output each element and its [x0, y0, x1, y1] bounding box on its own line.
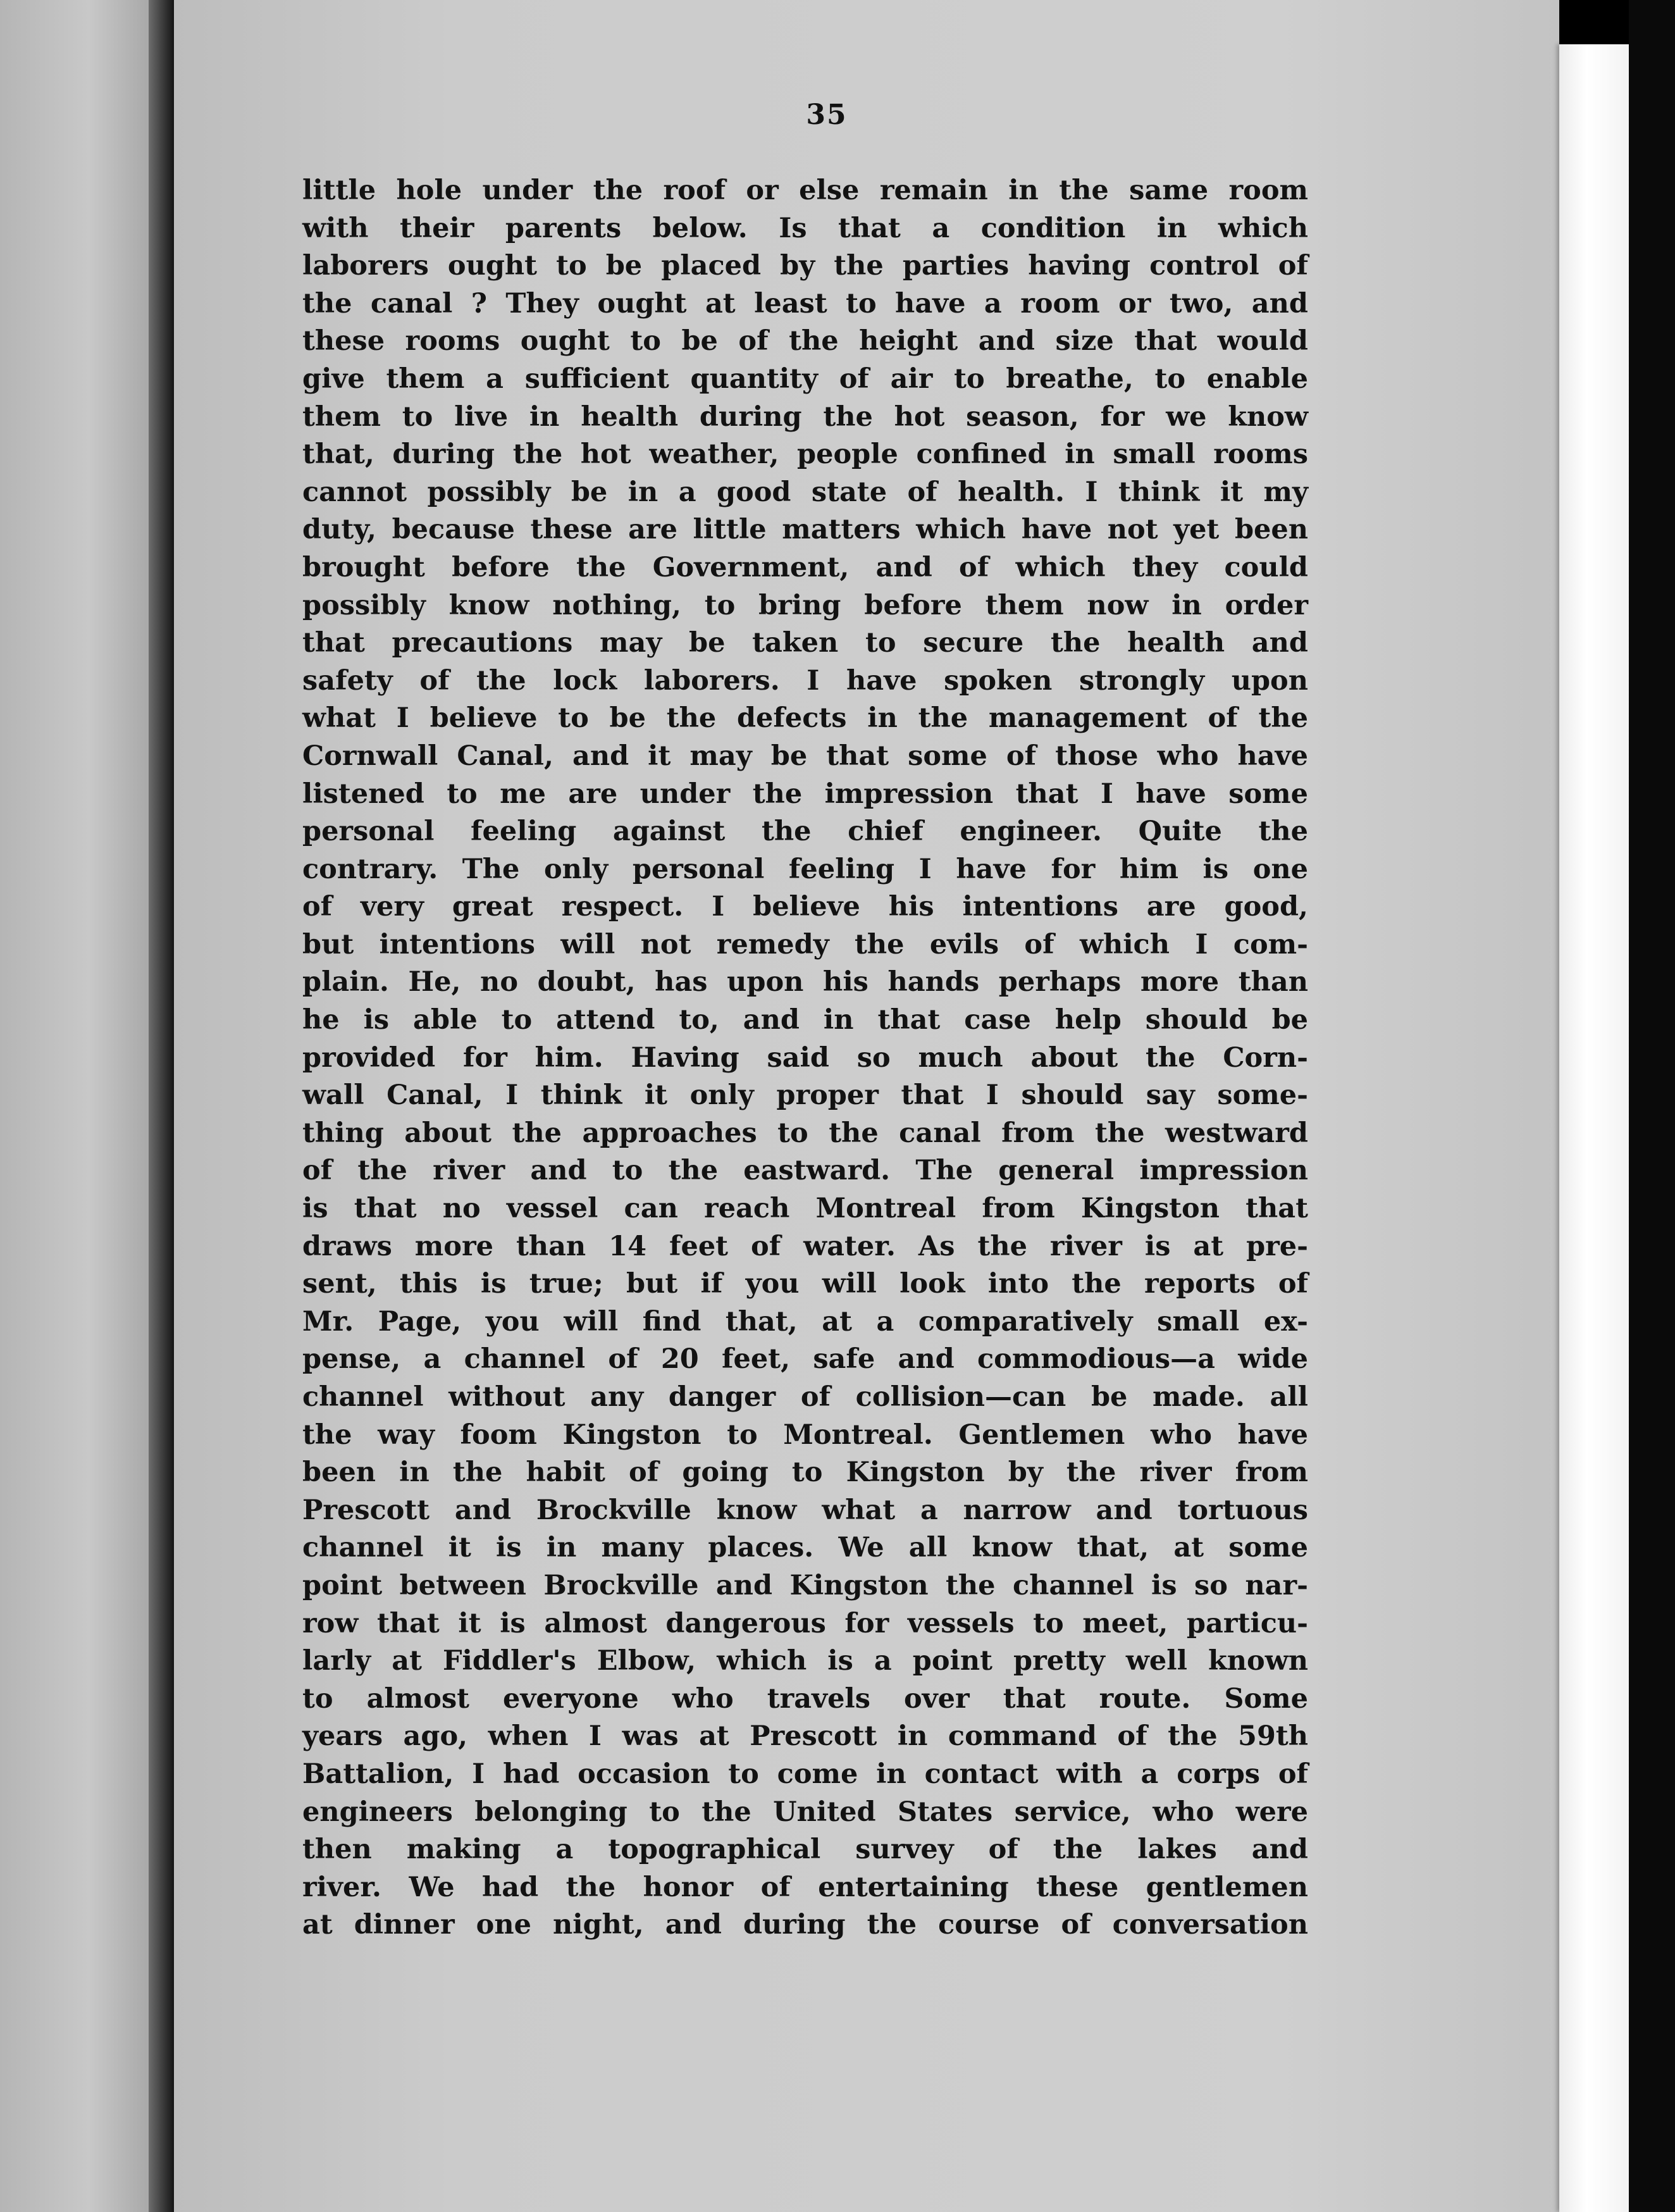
text-line: point between Brockville and Kingston the channel is so nar- — [302, 1569, 1308, 1601]
text-line: that precautions may be taken to secure the health and — [302, 627, 1308, 659]
text-line: he is able to attend to, and in that case help should be — [302, 1004, 1308, 1036]
book-gutter — [149, 0, 174, 2212]
text-line: cannot possibly be in a good state of health. I think it my — [302, 476, 1308, 508]
text-line: Prescott and Brockville know what a narrow and tortuous — [302, 1494, 1308, 1526]
text-line: little hole under the roof or else remain in the same room — [302, 175, 1308, 206]
left-page-edge — [0, 0, 149, 2212]
text-line: with their parents below. Is that a condition in which — [302, 212, 1308, 244]
text-line: of very great respect. I believe his intentions are good, — [302, 891, 1308, 923]
text-line: channel without any danger of collision—can be made. all — [302, 1381, 1308, 1413]
text-line: is that no vessel can reach Montreal from Kingston that — [302, 1193, 1308, 1225]
text-line: provided for him. Having said so much about the Corn- — [302, 1041, 1308, 1074]
text-line: Mr. Page, you will find that, at a comparatively small ex- — [302, 1305, 1308, 1338]
text-line: but intentions will not remedy the evils of which I com- — [302, 928, 1308, 960]
text-line: pense, a channel of 20 feet, safe and commodious—a wide — [302, 1343, 1308, 1376]
text-line: then making a topographical survey of the lakes and — [302, 1834, 1308, 1866]
text-line: contrary. The only personal feeling I have for him is one — [302, 853, 1308, 885]
text-line: brought before the Government, and of which they could — [302, 551, 1308, 583]
text-line: draws more than 14 feet of water. As the river is at pre- — [302, 1230, 1308, 1262]
body-text — [302, 172, 1308, 1944]
text-line: plain. He, no doubt, has upon his hands perhaps more than — [302, 966, 1308, 998]
text-line: the canal ? They ought at least to have a room or two, and — [302, 287, 1308, 320]
text-line: river. We had the honor of entertaining these gentlemen — [302, 1871, 1308, 1903]
text-line: to almost everyone who travels over that route. Some — [302, 1682, 1308, 1715]
text-line: of the river and to the eastward. The general impression — [302, 1155, 1308, 1187]
text-line: larly at Fiddler's Elbow, which is a point pretty well known — [302, 1645, 1308, 1677]
text-line: personal feeling against the chief engineer. Quite the — [302, 816, 1308, 848]
text-line: that, during the hot weather, people confined in small rooms — [302, 438, 1308, 471]
text-line: give them a sufficient quantity of air to breathe, to enable — [302, 363, 1308, 395]
page-number: 35 — [806, 99, 848, 131]
text-line: wall Canal, I think it only proper that I should say some- — [302, 1079, 1308, 1112]
text-line: safety of the lock laborers. I have spoken strongly upon — [302, 664, 1308, 697]
text-line: duty, because these are little matters which have not yet been — [302, 514, 1308, 546]
text-line: been in the habit of going to Kingston by the river from — [302, 1457, 1308, 1489]
text-line: what I believe to be the defects in the management of the — [302, 702, 1308, 735]
text-line: years ago, when I was at Prescott in command of the 59th — [302, 1720, 1308, 1753]
text-line: these rooms ought to be of the height and size that would — [302, 325, 1308, 357]
text-line: the way foom Kingston to Montreal. Gentlemen who have — [302, 1419, 1308, 1451]
right-page-edges — [1559, 44, 1629, 2212]
text-line: possibly know nothing, to bring before them now in order — [302, 589, 1308, 621]
text-line: listened to me are under the impression that I have some — [302, 778, 1308, 810]
text-line: at dinner one night, and during the course of conversation — [302, 1909, 1308, 1941]
scan-border — [1629, 0, 1675, 2212]
text-line: engineers belonging to the United States service, who were — [302, 1796, 1308, 1828]
text-line: laborers ought to be placed by the parties having control of — [302, 250, 1308, 282]
text-line: Cornwall Canal, and it may be that some of those who have — [302, 740, 1308, 772]
text-line: sent, this is true; but if you will look into the reports of — [302, 1268, 1308, 1300]
text-line: channel it is in many places. We all know that, at some — [302, 1532, 1308, 1564]
text-line: thing about the approaches to the canal from the westward — [302, 1117, 1308, 1149]
text-line: row that it is almost dangerous for vessels to meet, particu- — [302, 1607, 1308, 1639]
text-line: them to live in health during the hot season, for we know — [302, 401, 1308, 433]
text-line: Battalion, I had occasion to come in contact with a corps of — [302, 1758, 1308, 1790]
